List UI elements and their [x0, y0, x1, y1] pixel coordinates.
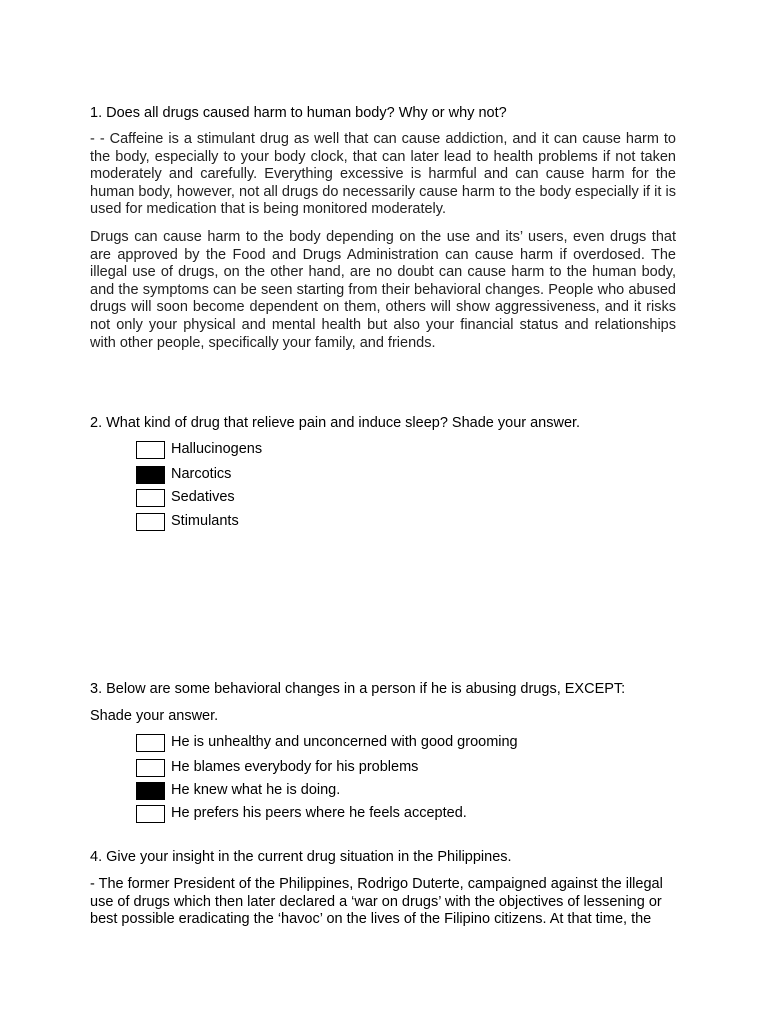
q2-option-label: Narcotics [171, 466, 232, 482]
q2-option-label: Stimulants [171, 513, 239, 529]
q3-option-label: He is unhealthy and unconcerned with good grooming [171, 734, 518, 750]
question-3: 3. Below are some behavioral changes in a person if he is abusing drugs, EXCEPT: [90, 681, 626, 697]
q2-checkbox-4[interactable] [136, 513, 165, 531]
q2-checkbox-3[interactable] [136, 489, 165, 507]
q1-answer-paragraph-1: - - Caffeine is a stimulant drug as well that can cause addiction, and it can cause harm to the body, especially to your body clock, that can later lead to health problems if not taken moderately and carefully. Everything excessive is harmful and can cause harm for the human body, however, not all drugs do necessarily cause harm to the body especially if it is used for medication that is being monitored moderately. [90, 131, 676, 218]
question-4: 4. Give your insight in the current drug situation in the Philippines. [90, 849, 512, 865]
q2-checkbox-2-shaded[interactable] [136, 466, 165, 484]
q1-answer-paragraph-2: Drugs can cause harm to the body depending on the use and its’ users, even drugs that are approved by the Food and Drugs Administration can cause harm if overdosed. The illegal use of drugs, on the other hand, are no doubt can cause harm to the human body, and the symptoms can be seen starting from their behavioral changes. People who abused drugs will soon become dependent on them, others will show aggressiveness, and it risks not only your physical and mental health but also your financial status and relationships with other people, specifically your family, and friends. [90, 229, 676, 351]
q2-option-label: Sedatives [171, 489, 235, 505]
q3-checkbox-1[interactable] [136, 734, 165, 752]
q3-checkbox-2[interactable] [136, 759, 165, 777]
q2-checkbox-1[interactable] [136, 441, 165, 459]
question-2: 2. What kind of drug that relieve pain and induce sleep? Shade your answer. [90, 415, 581, 431]
question-1: 1. Does all drugs caused harm to human body? Why or why not? [90, 105, 507, 121]
q3-option-label: He prefers his peers where he feels accepted. [171, 805, 467, 821]
q2-option-label: Hallucinogens [171, 441, 263, 457]
q4-answer-paragraph: - The former President of the Philippines, Rodrigo Duterte, campaigned against the illegal use of drugs which then later declared a ‘war on drugs’ with the objectives of lessening or best possible eradicating the ‘havoc’ on the lives of the Filipino citizens. At that time, the [90, 876, 663, 928]
q3-option-label: He blames everybody for his problems [171, 759, 419, 775]
q3-option-label: He knew what he is doing. [171, 782, 341, 798]
q3-checkbox-4[interactable] [136, 805, 165, 823]
q3-instruction: Shade your answer. [90, 708, 219, 724]
q3-checkbox-3-shaded[interactable] [136, 782, 165, 800]
